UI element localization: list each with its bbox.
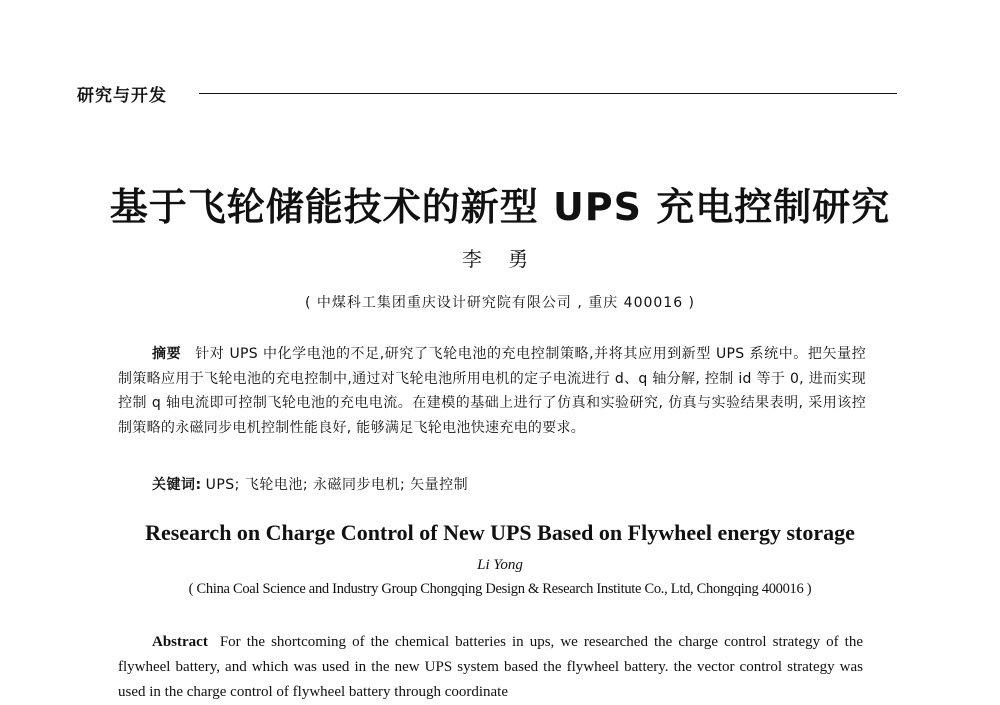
running-header — [77, 81, 897, 105]
abstract-cn-label: 摘要 — [152, 346, 182, 362]
affiliation-cn: ( 中煤科工集团重庆设计研究院有限公司 , 重庆 400016 ) — [304, 295, 696, 311]
abstract-en-label: Abstract — [152, 634, 208, 650]
section-label: 研究与开发 — [77, 86, 167, 106]
author-cn: 李 勇 — [461, 247, 539, 271]
paper-title-cn: 基于飞轮储能技术的新型 UPS 充电控制研究 — [109, 185, 891, 229]
affiliation-en: ( China Coal Science and Industry Group Chongqing Design & Research Institute Co., Ltd, Chongqing 400016 ) — [188, 581, 812, 597]
abstract-cn-text: 针对 UPS 中化学电池的不足,研究了飞轮电池的充电控制策略,并将其应用到新型 UPS 系统中。把矢量控制策略应用于飞轮电池的充电控制中,通过对飞轮电池所用电机的定子电流进行 d、q 轴分解, 控制 id 等于 0, 进而实现控制 q 轴电流即可控制飞轮电池的充电电流。在建模的基础上进行了仿真和实验研究, 仿真与实验结果表明, 采用该控制策略的永磁同步电机控制性能良好, 能够满足飞轮电池快速充电的要求。 — [118, 346, 866, 436]
keywords-cn-text: UPS; 飞轮电池; 永磁同步电机; 矢量控制 — [205, 477, 469, 493]
header-rule — [199, 93, 897, 94]
paper-title-en: Research on Charge Control of New UPS Based on Flywheel energy storage — [145, 520, 855, 545]
keywords-cn-label: 关键词: — [152, 477, 202, 493]
keywords-cn — [152, 474, 468, 494]
abstract-en — [118, 630, 863, 705]
abstract-cn — [118, 342, 866, 440]
author-en: Li Yong — [477, 557, 523, 573]
abstract-en-text: For the shortcoming of the chemical batteries in ups, we researched the charge control strategy of the flywheel battery, and which was used in the new UPS system based the flywheel battery. the vector control strategy was used in the charge control of flywheel battery through coordinate — [118, 634, 863, 700]
